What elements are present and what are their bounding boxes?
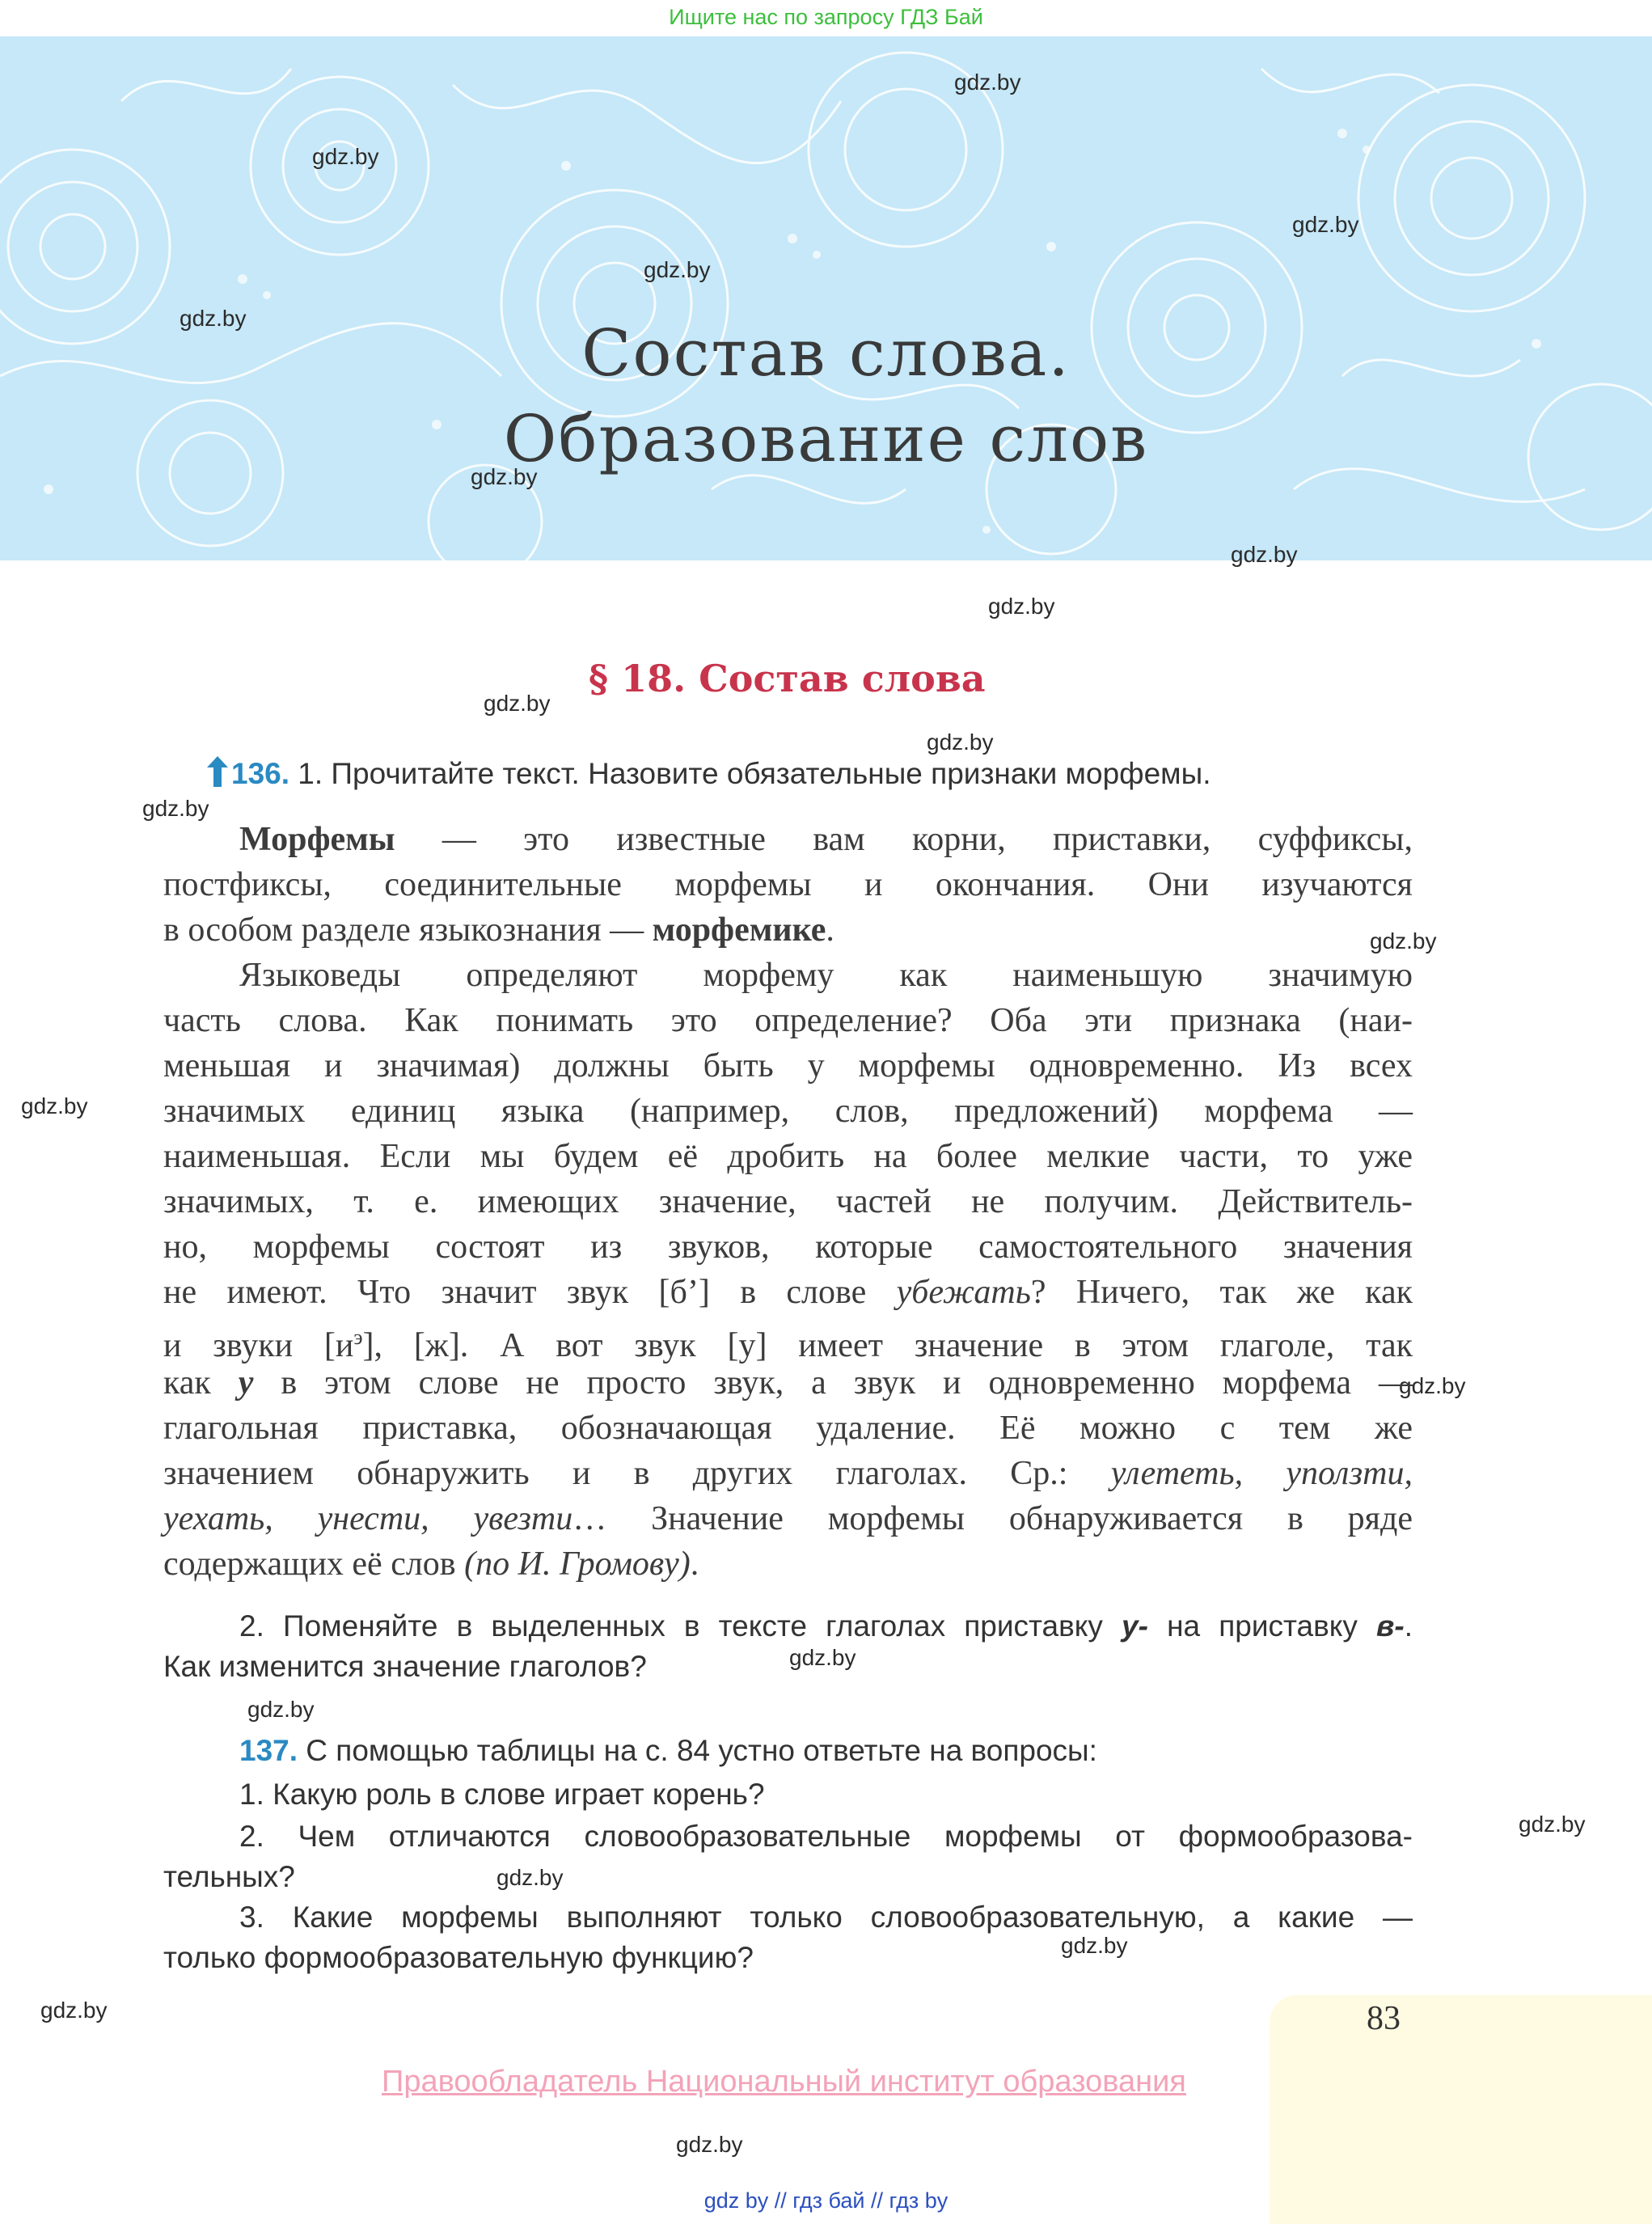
watermark: gdz.by: [247, 1697, 315, 1722]
watermark: gdz.by: [1231, 542, 1298, 567]
text-span: — это известные вам корни, приставки, суффиксы,: [395, 821, 1413, 858]
superscript: э: [353, 1326, 363, 1349]
text-line: [239, 817, 1413, 862]
task-question-line: тельных?: [163, 1860, 295, 1893]
text-line: [163, 1315, 1413, 1364]
watermark: gdz.by: [496, 1865, 564, 1890]
footer-links: gdz by // гдз бай // гдз by: [703, 2188, 949, 2213]
text-line: [163, 907, 1413, 953]
text-span: в особом разделе языкознания —: [163, 911, 653, 949]
text-span: в этом слове не просто звук, а звук и одновременно морфема —: [253, 1364, 1413, 1402]
watermark: gdz.by: [1061, 1933, 1128, 1958]
text-line: значимых, т. е. имеющих значение, частей не получим. Действитель-: [163, 1183, 1413, 1220]
example-word: убежать: [896, 1274, 1031, 1311]
watermark: gdz.by: [312, 144, 379, 169]
text-span: … Значение морфемы обнаруживается в ряде: [572, 1500, 1413, 1537]
watermark: gdz.by: [927, 729, 994, 755]
top-search-hint: Ищите нас по запросу ГДЗ Бай: [669, 5, 983, 29]
text-line: [163, 1270, 1413, 1315]
text-span: ], [ж]. А вот звук [у] имеет значение в этом глаголе, так: [362, 1327, 1413, 1364]
watermark: gdz.by: [142, 796, 209, 821]
prefix-u: у-: [1122, 1609, 1148, 1643]
prefix-letter: у: [238, 1364, 254, 1402]
chapter-title-line1: Состав слова.: [581, 315, 1071, 391]
watermark: gdz.by: [789, 1645, 856, 1670]
text-line: наименьшая. Если мы будем её дробить на более мелкие части, то уже: [163, 1138, 1413, 1175]
up-arrow-icon: [207, 756, 228, 787]
text-span: .: [1404, 1609, 1413, 1643]
text-span: значением обнаружить и в других глаголах. Ср.:: [163, 1455, 1111, 1492]
example-words: уехать, унести, увезти: [163, 1500, 573, 1537]
watermark: gdz.by: [21, 1093, 88, 1118]
watermark: gdz.by: [484, 691, 551, 716]
text-span: 2. Поменяйте в выделенных в тексте глаголах приставку: [239, 1609, 1122, 1643]
text-span: на приставку: [1147, 1609, 1377, 1643]
text-span: и звуки [и: [163, 1327, 354, 1364]
rights-holder-link[interactable]: Правообладатель Национальный институт образования: [382, 2065, 1186, 2099]
task-question-line: 1. Какую роль в слове играет корень?: [239, 1778, 765, 1811]
text-line: постфиксы, соединительные морфемы и окончания. Они изучаются: [163, 866, 1413, 903]
watermark: gdz.by: [1399, 1373, 1466, 1398]
text-span: .: [826, 911, 834, 949]
watermark: gdz.by: [988, 594, 1055, 619]
task-question-line: Как изменится значение глаголов?: [163, 1650, 647, 1683]
source-citation: (по И. Громову): [464, 1545, 691, 1583]
watermark: gdz.by: [1370, 928, 1437, 953]
text-line: Языковеды определяют морфему как наименьшую значимую: [239, 957, 1413, 994]
text-line: глагольная приставка, обозначающая удаление. Её можно с тем же: [163, 1410, 1413, 1447]
watermark: gdz.by: [40, 1998, 108, 2023]
task-137-header: [239, 1734, 1097, 1768]
chapter-banner: [0, 36, 1652, 560]
text-line: [163, 1496, 1413, 1541]
task-136-header: [207, 756, 1210, 791]
example-words: улететь, уползти,: [1110, 1455, 1413, 1492]
term-morphemics: морфемике: [652, 911, 826, 949]
watermark: gdz.by: [644, 257, 711, 282]
watermark: gdz.by: [954, 70, 1021, 95]
text-span: как: [163, 1364, 239, 1402]
task-number: 136.: [231, 757, 290, 790]
task-number: 137.: [239, 1734, 298, 1767]
page-number: 83: [1367, 2000, 1401, 2037]
task-prompt: 1. Прочитайте текст. Назовите обязательные признаки морфемы.: [298, 757, 1211, 790]
text-line: значимых единиц языка (например, слов, предложений) морфема —: [163, 1093, 1413, 1130]
task-question-line: 3. Какие морфемы выполняют только словообразовательную, а какие —: [239, 1901, 1413, 1934]
text-line: меньшая и значимая) должны быть у морфемы одновременно. Из всех: [163, 1047, 1413, 1085]
watermark: gdz.by: [471, 464, 538, 489]
watermark: gdz.by: [1292, 212, 1359, 237]
text-line: [163, 1541, 1413, 1587]
term-morphemes: Морфемы: [239, 821, 395, 858]
text-span: содержащих её слов: [163, 1545, 465, 1583]
text-line: но, морфемы состоят из звуков, которые самостоятельного значения: [163, 1228, 1413, 1266]
text-line: [163, 1360, 1413, 1406]
task-question-line: только формообразовательную функцию?: [163, 1941, 754, 1974]
floral-pattern: [0, 36, 1652, 560]
prefix-v: в-: [1376, 1609, 1405, 1643]
watermark: gdz.by: [180, 306, 247, 331]
section-title: § 18. Состав слова: [589, 657, 986, 700]
text-line: часть слова. Как понимать это определение? Оба эти признака (наи-: [163, 1002, 1413, 1039]
text-span: ? Ничего, так же как: [1030, 1274, 1413, 1311]
text-span: не имеют. Что значит звук [б’] в слове: [163, 1274, 897, 1311]
text-span: .: [690, 1545, 699, 1583]
watermark: gdz.by: [676, 2132, 743, 2157]
task-question-line: [239, 1606, 1413, 1647]
chapter-title-line2: Образование слов: [503, 401, 1149, 476]
watermark: gdz.by: [1519, 1812, 1586, 1837]
task-question-line: 2. Чем отличаются словообразовательные морфемы от формообразова-: [239, 1820, 1413, 1853]
text-line: [163, 1451, 1413, 1496]
task-prompt: С помощью таблицы на с. 84 устно ответьте на вопросы:: [298, 1734, 1097, 1767]
